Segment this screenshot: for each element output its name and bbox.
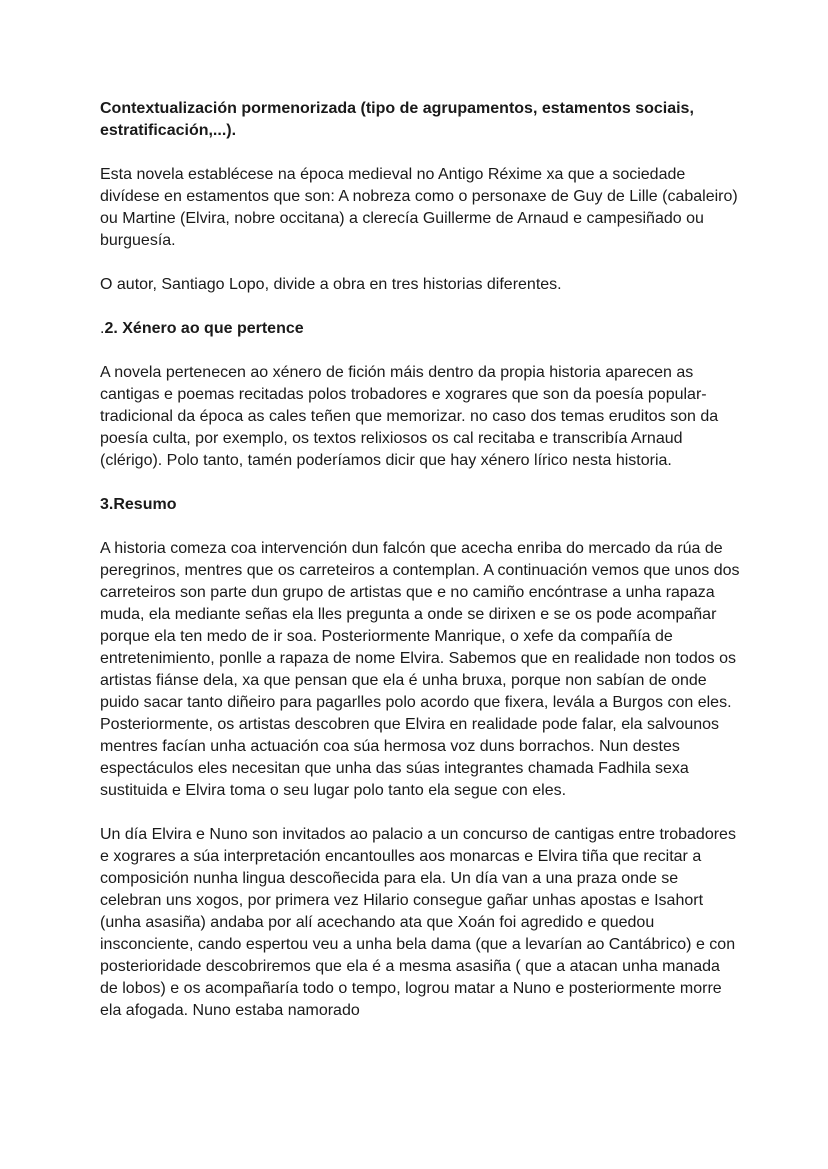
section1-heading: Contextualización pormenorizada (tipo de agrupamentos, estamentos sociais, estratificación,...). <box>100 100 694 139</box>
section2-heading-prefix: . <box>100 320 105 337</box>
section2-heading-line <box>100 318 740 340</box>
spacer <box>100 802 740 824</box>
section2-heading: 2. Xénero ao que pertence <box>104 320 304 337</box>
spacer <box>100 340 740 362</box>
section3-heading: 3.Resumo <box>100 496 177 513</box>
spacer <box>100 296 740 318</box>
spacer <box>100 252 740 274</box>
section2-paragraph-1: A novela pertenecen ao xénero de fición máis dentro da propia historia aparecen as cantigas e poemas recitadas polos trobadores e xograres que son da poesía popular-tradicional da época as cales teñen que memorizar. no caso dos temas eruditos son da poesía culta, por exemplo, os textos relixiosos os cal recitaba e transcribía Arnaud (clérigo). Polo tanto, tamén poderíamos dicir que hay xénero lírico nesta historia. <box>100 364 719 469</box>
section3-paragraph-1: A historia comeza coa intervención dun falcón que acecha enriba do mercado da rúa de peregrinos, mentres que os carreteiros a contemplan. A continuación vemos que unos dos carreteiros son parte dun grupo de artistas que e no camiño encóntrase a unha rapaza muda, ela mediante señas ela lles pregunta a onde se dirixen e se os pode acompañar porque ela ten medo de ir soa. Posteriormente Manrique, o xefe da compañía de entretenimiento, ponlle a rapaza de nome Elvira. Sabemos que en realidade non todos os artistas fiánse dela, xa que pensan que ela é unha bruxa, porque non sabían de onde puido sacar tanto diñeiro para pagarlles polo acordo que fixera, levála a Burgos con eles. Posteriormente, os artistas descobren que Elvira en realidade pode falar, ela salvounos mentres facían unha actuación coa súa hermosa voz duns borrachos. Nun destes espectáculos eles necesitan que unha das súas integrantes chamada Fadhila sexa sustituida e Elvira toma o seu lugar polo tanto ela segue con eles. <box>100 540 740 799</box>
section1-paragraph-2: O autor, Santiago Lopo, divide a obra en tres historias diferentes. <box>100 276 562 293</box>
section1-paragraph-1: Esta novela establécese na época medieval no Antigo Réxime xa que a sociedade divídese en estamentos que son: A nobreza como o personaxe de Guy de Lille (cabaleiro) ou Martine (Elvira, nobre occitana) a clerecía Guillerme de Arnaud e campesiñado ou burguesía. <box>100 166 738 249</box>
spacer <box>100 142 740 164</box>
document-page <box>100 98 740 1022</box>
section3-paragraph-2: Un día Elvira e Nuno son invitados ao palacio a un concurso de cantigas entre trobadores e xograres a súa interpretación encantoulles aos monarcas e Elvira tiña que recitar a composición nunha lingua descoñecida para ela. Un día van a una praza onde se celebran uns xogos, por primera vez Hilario consegue gañar unhas apostas e Isahort (unha asasiña) andaba por alí acechando ata que Xoán foi agredido e quedou insconciente, cando espertou veu a unha bela dama (que a levarían ao Cantábrico) e con posterioridade descobriremos que ela é a mesma asasiña ( que a atacan unha manada de lobos) e os acompañaría todo o tempo, logrou matar a Nuno e posteriormente morre ela afogada. Nuno estaba namorado <box>100 826 736 1019</box>
spacer <box>100 472 740 494</box>
spacer <box>100 516 740 538</box>
